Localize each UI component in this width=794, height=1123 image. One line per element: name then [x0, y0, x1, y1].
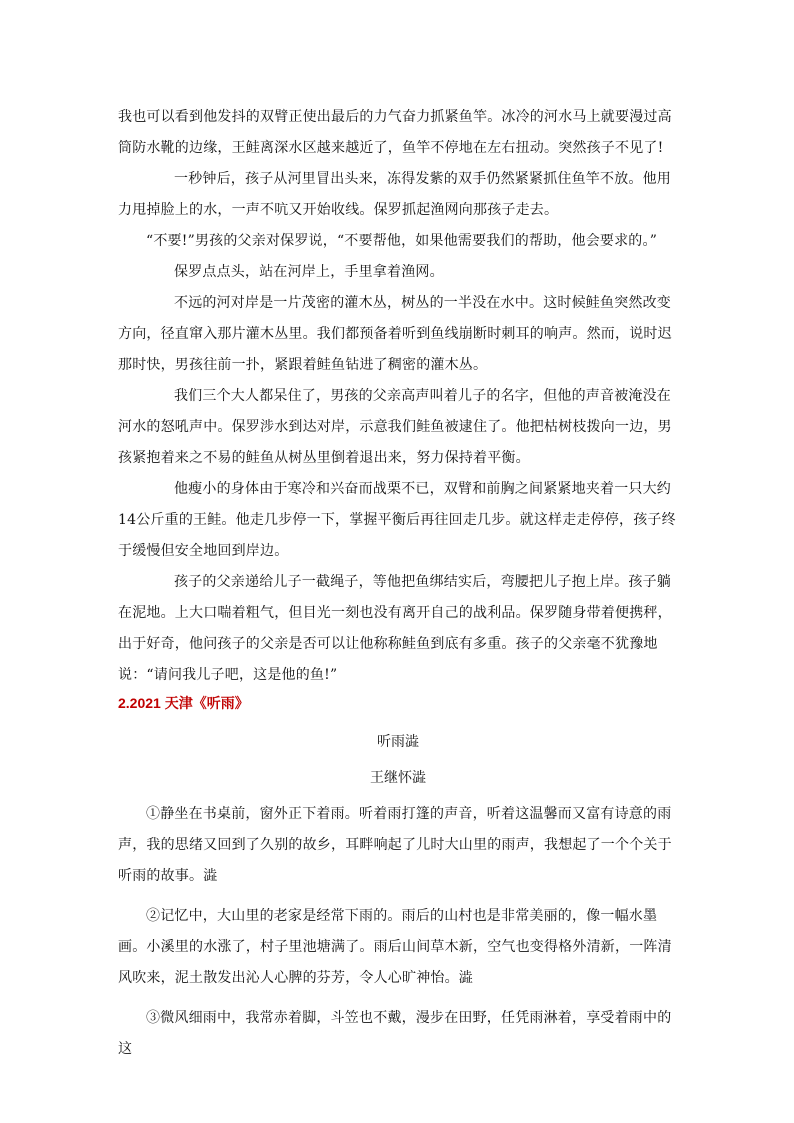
- paragraph: 我们三个大人都呆住了，男孩的父亲高声叫着儿子的名字，但他的声音被淹没在河水的怒吼声中。保罗涉水到达对岸，示意我们鲑鱼被逮住了。他把枯树枝拨向一边，男孩紧抱着来之不易的鲑鱼从树丛里倒着退出来，努力保持着平衡。: [118, 388, 672, 466]
- section-heading: 2.2021 天津《听雨》: [118, 695, 249, 711]
- article-author: 王继怀澁: [370, 770, 426, 786]
- article-title: 听雨澁: [377, 734, 419, 750]
- paragraph: ③微风细雨中，我常赤着脚，斗笠也不戴，漫步在田野，任凭雨淋着，享受着雨中的这: [118, 1010, 672, 1057]
- paragraph: 孩子的父亲递给儿子一截绳子，等他把鱼绑结实后，弯腰把儿子抱上岸。孩子躺在泥地。上大口喘着粗气，但目光一刻也没有离开自己的战利品。保罗随身带着便携秤，出于好奇，他问孩子的父亲是否可以让他称称鲑鱼到底有多重。孩子的父亲毫不犹豫地说：“请问我儿子吧，这是他的鱼!”: [118, 574, 672, 683]
- paragraph: “不要!”男孩的父亲对保罗说，“不要帮他，如果他需要我们的帮助，他会要求的。”: [146, 233, 658, 249]
- paragraph: 保罗点点头，站在河岸上，手里拿着渔网。: [174, 264, 444, 280]
- paragraph: ②记忆中，大山里的老家是经常下雨的。雨后的山村也是非常美丽的，像一幅水墨画。小溪里的水涨了，村子里池塘满了。雨后山间草木新，空气也变得格外清新，一阵清风吹来，泥土散发出沁人心脾的芬芳，令人心旷神怡。澁: [118, 908, 672, 986]
- paragraph: 一秒钟后，孩子从河里冒出头来，冻得发紫的双手仍然紧紧抓住鱼竿不放。他用力甩掉脸上的水，一声不吭又开始收线。保罗抓起渔网向那孩子走去。: [118, 171, 671, 218]
- paragraph: ①静坐在书桌前，窗外正下着雨。听着雨打篷的声音，听着这温馨而又富有诗意的雨声，我的思绪又回到了久别的故乡，耳畔响起了儿时大山里的雨声，我想起了一个个关于听雨的故事。澁: [118, 806, 672, 884]
- paragraph: 不远的河对岸是一片茂密的灌木丛，树丛的一半没在水中。这时候鲑鱼突然改变方向，径直窜入那片灌木丛里。我们都预备着听到鱼线崩断时刺耳的响声。然而，说时迟那时快，男孩往前一扑，紧跟着鲑鱼钻进了稠密的灌木丛。: [118, 295, 672, 373]
- paragraph: 他瘦小的身体由于寒冷和兴奋而战栗不已，双臂和前胸之间紧紧地夹着一只大约14公斤重的王鲑。他走几步停一下，掌握平衡后再往回走几步。就这样走走停停，孩子终于缓慢但安全地回到岸边。: [118, 481, 676, 559]
- paragraph: 我也可以看到他发抖的双臂正使出最后的力气奋力抓紧鱼竿。冰冷的河水马上就要漫过高筒防水靴的边缘，王鲑离深水区越来越近了，鱼竿不停地在左右扭动。突然孩子不见了!: [118, 109, 672, 156]
